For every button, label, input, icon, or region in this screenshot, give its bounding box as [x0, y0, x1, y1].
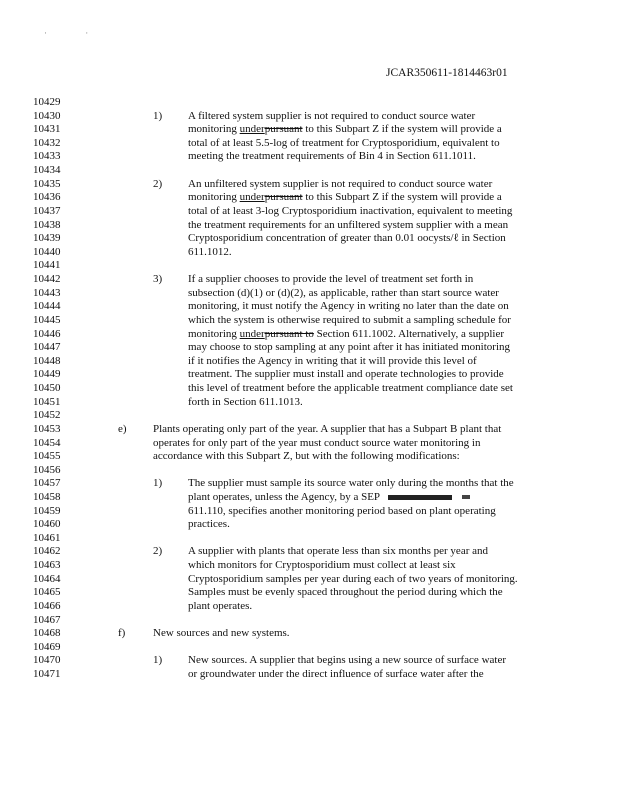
deleted-text: pursuant — [264, 123, 303, 136]
text-run: Section 611.1002. Alternatively, a supplier — [313, 327, 505, 340]
line-text — [188, 518, 230, 531]
line-text — [188, 300, 509, 313]
text-run: which monitors for Cryptosporidium must collect at least six — [188, 559, 456, 572]
line-number: 10442 — [33, 273, 61, 286]
line-number: 10467 — [33, 613, 61, 626]
line-text — [188, 341, 510, 354]
text-run: meeting the treatment requirements of Bin 4 in Section 611.1011. — [188, 150, 476, 163]
document-line — [0, 96, 618, 109]
line-number: 10445 — [33, 313, 61, 326]
document-line — [0, 396, 618, 409]
line-text — [153, 437, 480, 450]
text-run: which the system is otherwise required to submit a sampling schedule for — [188, 313, 511, 326]
document-line — [0, 423, 618, 436]
line-text — [188, 232, 506, 245]
document-line — [0, 409, 618, 422]
document-line — [0, 437, 618, 450]
document-line — [0, 273, 618, 286]
line-text — [188, 178, 492, 191]
document-line — [0, 477, 618, 490]
text-run: the treatment requirements for an unfiltered system supplier with a mean — [188, 218, 509, 231]
line-number: 10448 — [33, 354, 61, 367]
document-line — [0, 600, 618, 613]
document-line — [0, 627, 618, 640]
line-number: 10458 — [33, 490, 61, 503]
line-text — [188, 491, 470, 504]
document-line — [0, 668, 618, 681]
document-line — [0, 219, 618, 232]
document-line — [0, 246, 618, 259]
redaction-mark — [388, 495, 452, 500]
document-line — [0, 505, 618, 518]
text-run: total of at least 3-log Cryptosporidium inactivation, equivalent to meeting — [188, 204, 513, 217]
document-line — [0, 110, 618, 123]
text-run: monitoring — [188, 191, 240, 204]
text-run: or groundwater under the direct influence of surface water after the — [188, 668, 484, 681]
line-number: 10451 — [33, 395, 61, 408]
text-run: 611.1012. — [188, 245, 232, 258]
line-number: 10453 — [33, 422, 61, 435]
line-number: 10464 — [33, 572, 61, 585]
line-text — [153, 423, 501, 436]
line-text — [188, 545, 488, 558]
document-line — [0, 545, 618, 558]
text-run: treatment. The supplier must install and operate technologies to provide — [188, 368, 504, 381]
document-line — [0, 123, 618, 136]
text-run: monitoring — [188, 123, 240, 136]
line-number: 10443 — [33, 286, 61, 299]
line-number: 10460 — [33, 518, 61, 531]
line-text — [188, 219, 508, 232]
text-run: The supplier must sample its source water only during the months that the — [188, 477, 514, 490]
text-run: monitoring — [188, 327, 240, 340]
line-number: 10457 — [33, 477, 61, 490]
text-run: monitoring, it must notify the Agency in writing no later than the date on — [188, 300, 509, 313]
text-run: New sources and new systems. — [153, 627, 290, 640]
line-text — [188, 110, 475, 123]
document-line — [0, 382, 618, 395]
text-run: this level of treatment before the applicable treatment compliance date set — [188, 382, 513, 395]
inserted-text: under — [239, 191, 265, 204]
line-text — [188, 600, 252, 613]
text-run: Samples must be evenly spaced throughout the period during which the — [188, 586, 503, 599]
line-number: 10463 — [33, 559, 61, 572]
line-text — [188, 314, 511, 327]
document-line — [0, 586, 618, 599]
line-number: 10440 — [33, 245, 61, 258]
text-run: plant operates. — [188, 599, 253, 612]
document-line — [0, 137, 618, 150]
line-text — [188, 137, 500, 150]
document-line — [0, 491, 618, 504]
redaction-mark — [462, 495, 470, 499]
line-number: 10429 — [33, 96, 61, 108]
line-text — [188, 573, 518, 586]
document-line — [0, 164, 618, 177]
text-run: A supplier with plants that operate less than six months per year and — [188, 545, 488, 558]
list-marker: f) — [118, 627, 126, 640]
inserted-text: under — [239, 123, 265, 136]
line-text — [188, 668, 484, 681]
line-text — [188, 586, 503, 599]
document-line — [0, 341, 618, 354]
line-number: 10441 — [33, 259, 61, 272]
document-line — [0, 150, 618, 163]
text-run: Cryptosporidium concentration of greater than 0.01 oocysts/ℓ in Section — [188, 232, 506, 245]
list-marker: 1) — [153, 477, 163, 490]
line-number: 10471 — [33, 668, 61, 681]
text-run: practices. — [188, 518, 230, 531]
text-run: If a supplier chooses to provide the level of treatment set forth in — [188, 273, 474, 286]
line-number: 10430 — [33, 109, 61, 122]
document-line — [0, 314, 618, 327]
line-number: 10469 — [33, 640, 61, 653]
text-run: may choose to stop sampling at any point after it has initiated monitoring — [188, 341, 510, 354]
document-line — [0, 559, 618, 572]
line-number: 10455 — [33, 450, 61, 463]
text-run: accordance with this Subpart Z, but with the following modifications: — [153, 450, 460, 463]
line-number: 10433 — [33, 150, 61, 163]
text-run: to this Subpart Z if the system will provide a — [302, 123, 502, 136]
list-marker: 1) — [153, 109, 163, 122]
document-line — [0, 641, 618, 654]
document-line — [0, 614, 618, 627]
text-run: plant operates, unless the Agency, by a SEP — [188, 490, 381, 503]
text-run: forth in Section 611.1013. — [188, 395, 303, 408]
line-number: 10434 — [33, 164, 61, 177]
line-number: 10444 — [33, 300, 61, 313]
line-text — [188, 355, 477, 368]
list-marker: 1) — [153, 654, 163, 667]
document-line — [0, 191, 618, 204]
text-run: Plants operating only part of the year. A supplier that has a Subpart B plant that — [153, 422, 502, 435]
line-number: 10452 — [33, 409, 61, 422]
document-line — [0, 532, 618, 545]
list-marker: 2) — [153, 545, 163, 558]
line-number: 10459 — [33, 504, 61, 517]
line-number: 10468 — [33, 627, 61, 640]
line-number: 10447 — [33, 341, 61, 354]
line-number: 10456 — [33, 463, 61, 476]
text-run: total of at least 5.5-log of treatment for Cryptosporidium, equivalent to — [188, 136, 500, 149]
line-number: 10465 — [33, 586, 61, 599]
text-run: subsection (d)(1) or (d)(2), as applicable, rather than start source water — [188, 286, 499, 299]
document-line — [0, 654, 618, 667]
line-number: 10435 — [33, 177, 61, 190]
line-number: 10437 — [33, 204, 61, 217]
document-id: JCAR350611-1814463r01 — [386, 67, 508, 79]
document-line — [0, 573, 618, 586]
line-number: 10450 — [33, 382, 61, 395]
line-text — [188, 328, 504, 341]
document-line — [0, 259, 618, 272]
line-text — [188, 382, 513, 395]
line-text — [188, 396, 303, 409]
text-run: 611.110, specifies another monitoring period based on plant operating — [188, 504, 496, 517]
line-number: 10446 — [33, 327, 61, 340]
document-line — [0, 232, 618, 245]
document-line — [0, 450, 618, 463]
line-text — [188, 368, 504, 381]
document-line — [0, 287, 618, 300]
scan-marks: · · — [44, 28, 107, 38]
document-line — [0, 205, 618, 218]
text-run: An unfiltered system supplier is not required to conduct source water — [188, 177, 493, 190]
line-text — [188, 559, 456, 572]
text-run: New sources. A supplier that begins using a new source of surface water — [188, 654, 506, 667]
document-line — [0, 518, 618, 531]
text-run: operates for only part of the year must conduct source water monitoring in — [153, 436, 481, 449]
text-run: A filtered system supplier is not required to conduct source water — [188, 109, 476, 122]
document-line — [0, 355, 618, 368]
line-number: 10470 — [33, 654, 61, 667]
line-text — [188, 505, 496, 518]
list-marker: e) — [118, 422, 127, 435]
list-marker: 3) — [153, 273, 163, 286]
line-text — [188, 477, 514, 490]
text-run: if it notifies the Agency in writing that it will provide this level of — [188, 354, 477, 367]
line-text — [153, 627, 290, 640]
line-text — [188, 123, 502, 136]
deleted-text: pursuant — [264, 191, 303, 204]
text-run: to this Subpart Z if the system will provide a — [302, 191, 502, 204]
deleted-text: pursuant to — [264, 327, 314, 340]
line-text — [188, 150, 476, 163]
line-number: 10431 — [33, 123, 61, 136]
line-text — [188, 246, 232, 259]
line-number: 10461 — [33, 531, 61, 544]
document-line — [0, 368, 618, 381]
line-number: 10439 — [33, 232, 61, 245]
line-text — [188, 654, 506, 667]
line-number: 10436 — [33, 191, 61, 204]
line-number: 10432 — [33, 136, 61, 149]
line-text — [188, 191, 502, 204]
line-text — [188, 273, 473, 286]
line-number: 10454 — [33, 436, 61, 449]
document-line — [0, 464, 618, 477]
line-number: 10438 — [33, 218, 61, 231]
document-line — [0, 178, 618, 191]
line-text — [188, 205, 512, 218]
line-text — [153, 450, 460, 463]
text-run: Cryptosporidium samples per year during each of two years of monitoring. — [188, 572, 518, 585]
line-text — [188, 287, 499, 300]
line-number: 10466 — [33, 599, 61, 612]
list-marker: 2) — [153, 177, 163, 190]
document-line — [0, 328, 618, 341]
inserted-text: under — [239, 327, 265, 340]
line-number: 10449 — [33, 368, 61, 381]
line-number: 10462 — [33, 545, 61, 558]
document-line — [0, 300, 618, 313]
